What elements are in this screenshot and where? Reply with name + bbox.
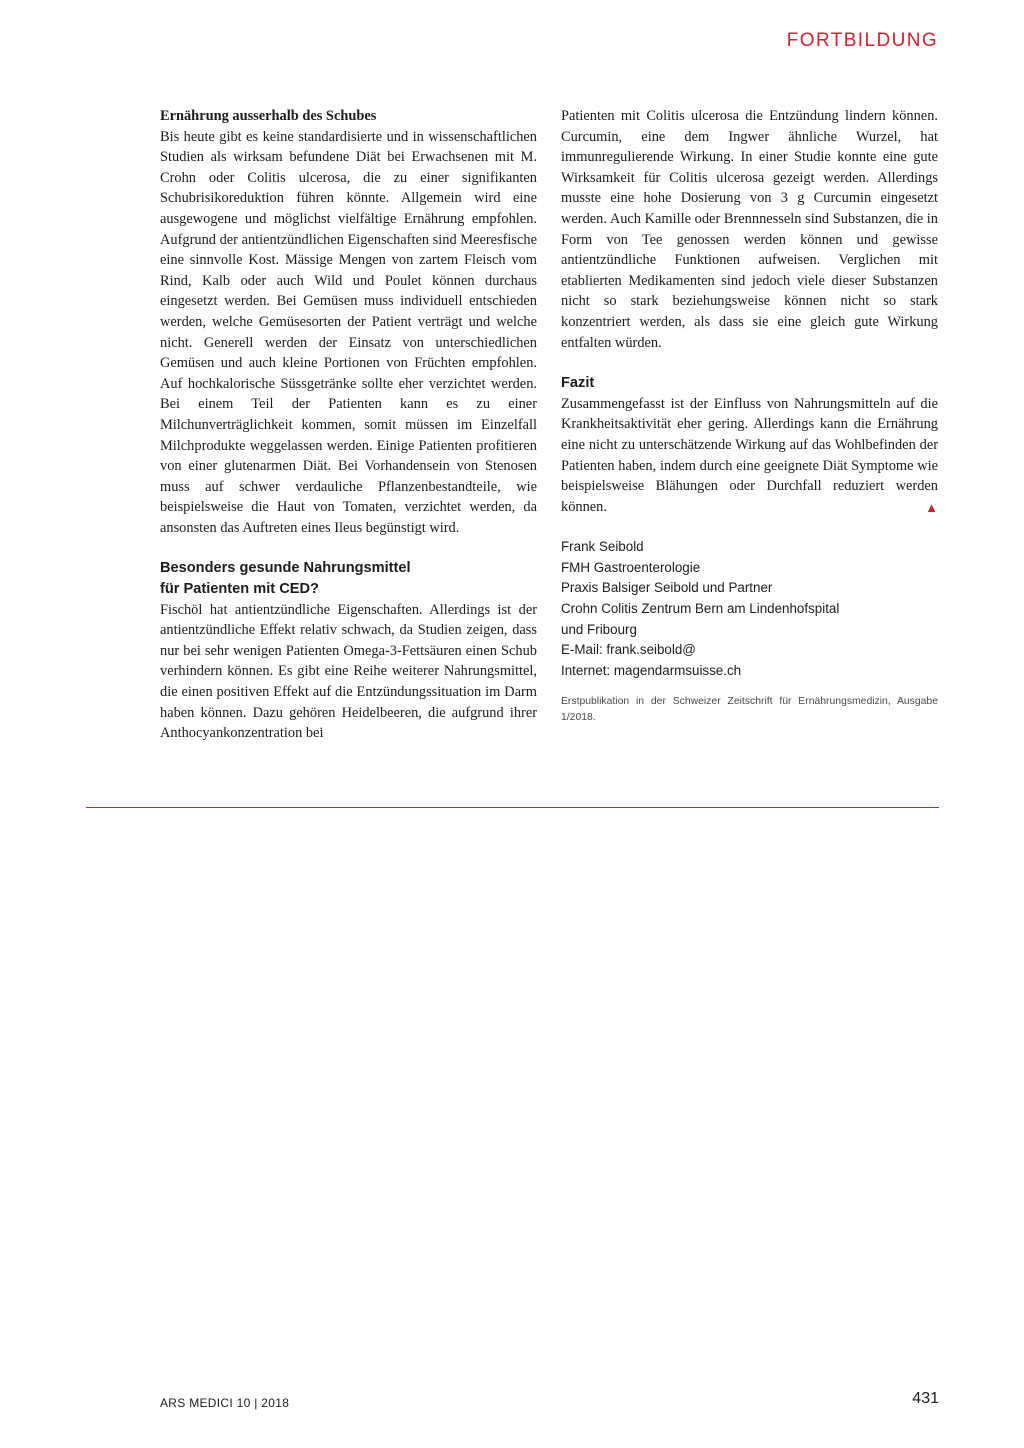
page-number: 431 [912, 1390, 939, 1407]
subheading-line-1: Besonders gesunde Nahrungsmittel [160, 560, 411, 577]
subheading-nutrition-outside-flare: Ernährung ausserhalb des Schubes [160, 108, 377, 124]
triangle-up-icon: ▲ [925, 499, 938, 515]
spacer [160, 538, 537, 558]
author-internet[interactable]: Internet: magendarmsuisse.ch [561, 662, 742, 678]
heading-fazit: Fazit [561, 375, 595, 392]
author-city: und Fribourg [561, 621, 637, 637]
left-column [160, 106, 537, 744]
author-title: FMH Gastroenterologie [561, 559, 701, 575]
subheading-line-2: für Patienten mit CED? [160, 581, 319, 598]
author-name: Frank Seibold [561, 539, 644, 555]
paragraph-nutrition-outside-flare: Bis heute gibt es keine standardisierte und in wissenschaftlichen Studien als wirksam befundene Diät bei Erwachsenen mit M. Crohn oder Colitis ulcerosa, die zu einer signifikanten Schubrisikoreduktion führen könnte. Allgemein wird eine ausgewogene und möglichst vielfältige Ernährung empfohlen. Aufgrund der antientzündlichen Eigenschaften sind Meeresfische eine sinnvolle Kost. Mässige Mengen von zartem Fleisch vom Rind, Kalb oder auch Wild und Poulet können durchaus eingesetzt werden. Bei Gemüsen muss individuell entschieden werden, welche Gemüsesorten der Patient verträgt und welche nicht. Generell werden der Einsatz von unterschiedlichen Gemüsen und auch kleine Portionen von Früchten empfohlen. Auf hochkalorische Süssgetränke sollte eher verzichtet werden. Bei einem Teil der Patienten kann es zu einer Milchunverträglichkeit kommen, somit müssen im Einzelfall Milchprodukte weggelassen werden. Einige Patienten profitieren von einer glutenarmen Diät. Bei Vorhandensein von Stenosen muss auf schwer verdauliche Pflanzenbestandteile, wie beispielsweise die Haut von Tomaten, verzichtet werden, da ansonsten das Auftreten eines Ileus begünstigt wird. [160, 128, 537, 536]
author-practice: Praxis Balsiger Seibold und Partner [561, 580, 773, 596]
footer-journal: ARS MEDICI 10 | 2018 [160, 1396, 290, 1410]
paragraph-fazit [561, 394, 938, 518]
paragraph-continuation: Patienten mit Colitis ulcerosa die Entzündung lindern können. Curcumin, eine dem Ingwer ähnliche Wurzel, hat immunregulierende Wirkung. In einer Studie konnte eine gute Wirksamkeit für Colitis ulcerosa gezeigt werden. Allerdings musste eine hohe Dosierung von 3 g Curcumin eingesetzt werden. Auch Kamille oder Brennnesseln sind Substanzen, die in Form von Tee genossen werden können und gewisse antientzündliche Funktionen aufweisen. Verglichen mit etablierten Medikamenten sind jedoch viele dieser Substanzen nicht so stark beziehungsweise können nicht so stark konzentriert werden, als dass sie eine gleich gute Wirkung entfalten würden. [561, 108, 938, 351]
author-center: Crohn Colitis Zentrum Bern am Lindenhofspital [561, 601, 840, 617]
divider-rule [86, 807, 939, 808]
fazit-text: Zusammengefasst ist der Einfluss von Nahrungsmitteln auf die Krankheitsaktivität eher gering. Allerdings kann die Ernährung eine nicht zu unterschätzende Wirkung auf das Wohlbefinden der Patienten haben, indem durch eine geeignete Diät Symptome wie beispielsweise Blähungen oder Durchfall reduziert werden können. [561, 395, 938, 515]
author-email[interactable]: E-Mail: frank.seibold@ [561, 642, 696, 658]
publication-note: Erstpublikation in der Schweizer Zeitschrift für Ernährungsmedizin, Ausgabe 1/2018. [561, 696, 938, 724]
section-label: FORTBILDUNG [786, 30, 938, 51]
subheading-healthy-foods [160, 558, 537, 599]
paragraph-healthy-foods: Fischöl hat antientzündliche Eigenschaften. Allerdings ist der antientzündliche Effekt relativ schwach, da Studien zeigen, dass nur bei sehr wenigen Patienten Omega-3-Fettsäuren einen Schub verhindern können. Es gibt eine Reihe weiterer Nahrungsmittel, die einen positiven Effekt auf die Entzündungssituation im Darm haben können. Dazu gehören Heidelbeeren, die aufgrund ihrer Anthocyankonzentration bei [160, 601, 537, 742]
author-block [561, 537, 938, 681]
spacer [561, 353, 938, 373]
right-column [561, 106, 938, 726]
